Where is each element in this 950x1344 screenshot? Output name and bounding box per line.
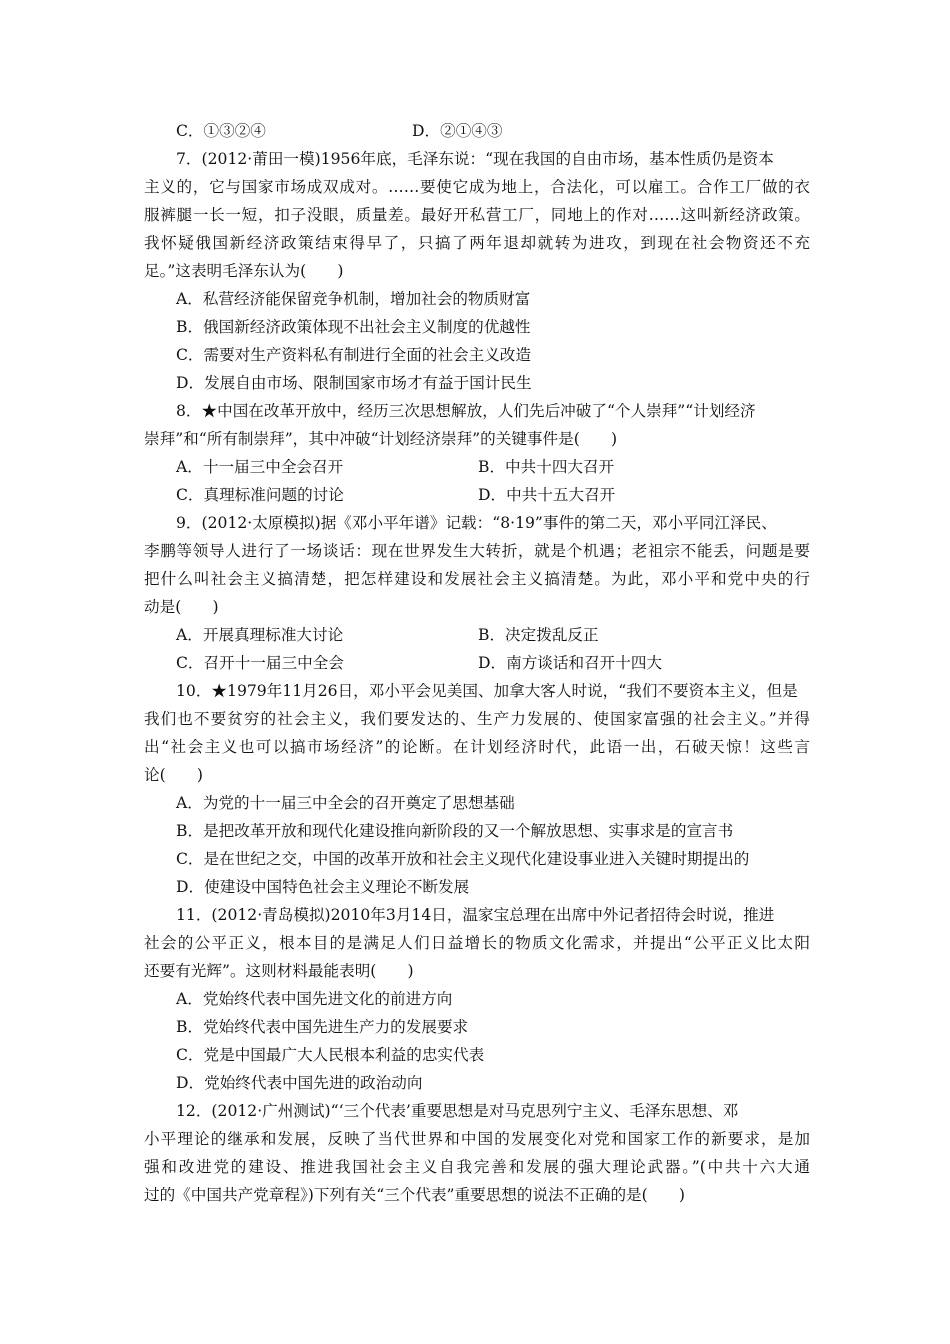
q11-option-a: A．党始终代表中国先进文化的前进方向	[176, 990, 453, 1008]
q9-option-c: C．召开十一届三中全会	[176, 654, 344, 672]
q9-option-d: D．南方谈话和召开十四大	[478, 654, 663, 672]
q12-stem-line-2: 小平理论的继承和发展，反映了当代世界和中国的发展变化对党和国家工作的新要求，是加	[144, 1130, 810, 1148]
q7-option-d: D．发展自由市场、限制国家市场才有益于国计民生	[176, 374, 532, 392]
q9-option-b: B．决定拨乱反正	[478, 626, 599, 644]
q10-stem-line-3: 出“社会主义也可以搞市场经济”的论断。在计划经济时代，此语一出，石破天惊！这些言	[144, 738, 810, 756]
q6-option-d: D．②①④③	[412, 122, 503, 140]
q10-option-c: C．是在世纪之交，中国的改革开放和社会主义现代化建设事业进入关键时期提出的	[176, 850, 750, 868]
q8-option-d: D．中共十五大召开	[478, 486, 616, 504]
q7-stem-line-5: 足。”这表明毛泽东认为( )	[144, 262, 344, 280]
q9-stem-line-3: 把什么叫社会主义搞清楚，把怎样建设和发展社会主义搞清楚。为此，邓小平和党中央的行	[144, 570, 810, 588]
q7-stem-line-2: 主义的，它与国家市场成双成对。……要使它成为地上，合法化，可以雇工。合作工厂做的衣	[144, 178, 810, 196]
q11-stem-line-3: 还要有光辉”。这则材料最能表明( )	[144, 962, 414, 980]
q8-stem-line-1: 8．★中国在改革开放中，经历三次思想解放，人们先后冲破了“个人崇拜”“计划经济	[176, 402, 756, 420]
q12-stem-line-4: 过的《中国共产党章程》)下列有关“三个代表”重要思想的说法不正确的是( )	[144, 1186, 685, 1204]
q7-option-a: A．私营经济能保留竞争机制，增加社会的物质财富	[176, 290, 531, 308]
q9-stem-line-1: 9．(2012·太原模拟)据《邓小平年谱》记载：“8·19”事件的第二天，邓小平同江泽民、	[176, 514, 777, 532]
q11-option-b: B．党始终代表中国先进生产力的发展要求	[176, 1018, 469, 1036]
q9-stem-line-2: 李鹏等领导人进行了一场谈话：现在世界发生大转折，就是个机遇；老祖宗不能丢，问题是要	[144, 542, 810, 560]
q9-stem-line-4: 动是( )	[144, 598, 219, 616]
q8-option-a: A．十一届三中全会召开	[176, 458, 344, 476]
q10-option-b: B．是把改革开放和现代化建设推向新阶段的又一个解放思想、实事求是的宣言书	[176, 822, 734, 840]
q6-option-c: C．①③②④	[176, 122, 266, 140]
q11-stem-line-1: 11．(2012·青岛模拟)2010年3月14日，温家宝总理在出席中外记者招待会时说，推进	[176, 906, 775, 924]
q10-stem-line-1: 10．★1979年11月26日，邓小平会见美国、加拿大客人时说，“我们不要资本主义，但是	[176, 682, 798, 700]
q12-stem-line-1: 12．(2012·广州测试)“‘三个代表’重要思想是对马克思列宁主义、毛泽东思想、邓	[176, 1102, 739, 1120]
q10-stem-line-2: 我们也不要贫穷的社会主义，我们要发达的、生产力发展的、使国家富强的社会主义。”并得	[144, 710, 810, 728]
q7-option-c: C．需要对生产资料私有制进行全面的社会主义改造	[176, 346, 531, 364]
q10-option-a: A．为党的十一届三中全会的召开奠定了思想基础	[176, 794, 515, 812]
q12-stem-line-3: 强和改进党的建设、推进我国社会主义自我完善和发展的强大理论武器。”(中共十六大通	[144, 1158, 810, 1176]
q10-option-d: D．使建设中国特色社会主义理论不断发展	[176, 878, 470, 896]
q7-stem-line-3: 服裤腿一长一短，扣子没眼，质量差。最好开私营工厂，同地上的作对……这叫新经济政策。	[144, 206, 810, 224]
q10-stem-line-4: 论( )	[144, 766, 203, 784]
q11-stem-line-2: 社会的公平正义，根本目的是满足人们日益增长的物质文化需求，并提出“公平正义比太阳	[144, 934, 810, 952]
q11-option-c: C．党是中国最广大人民根本利益的忠实代表	[176, 1046, 485, 1064]
q7-stem-line-1: 7．(2012·莆田一模)1956年底，毛泽东说：“现在我国的自由市场，基本性质仍是资本	[176, 150, 774, 168]
q11-option-d: D．党始终代表中国先进的政治动向	[176, 1074, 423, 1092]
q8-option-c: C．真理标准问题的讨论	[176, 486, 344, 504]
q7-option-b: B．俄国新经济政策体现不出社会主义制度的优越性	[176, 318, 531, 336]
q8-option-b: B．中共十四大召开	[478, 458, 615, 476]
q8-stem-line-2: 崇拜”和“所有制崇拜”，其中冲破“计划经济崇拜”的关键事件是( )	[144, 430, 618, 448]
q7-stem-line-4: 我怀疑俄国新经济政策结束得早了，只搞了两年退却就转为进攻，到现在社会物资还不充	[144, 234, 810, 252]
q9-option-a: A．开展真理标准大讨论	[176, 626, 344, 644]
